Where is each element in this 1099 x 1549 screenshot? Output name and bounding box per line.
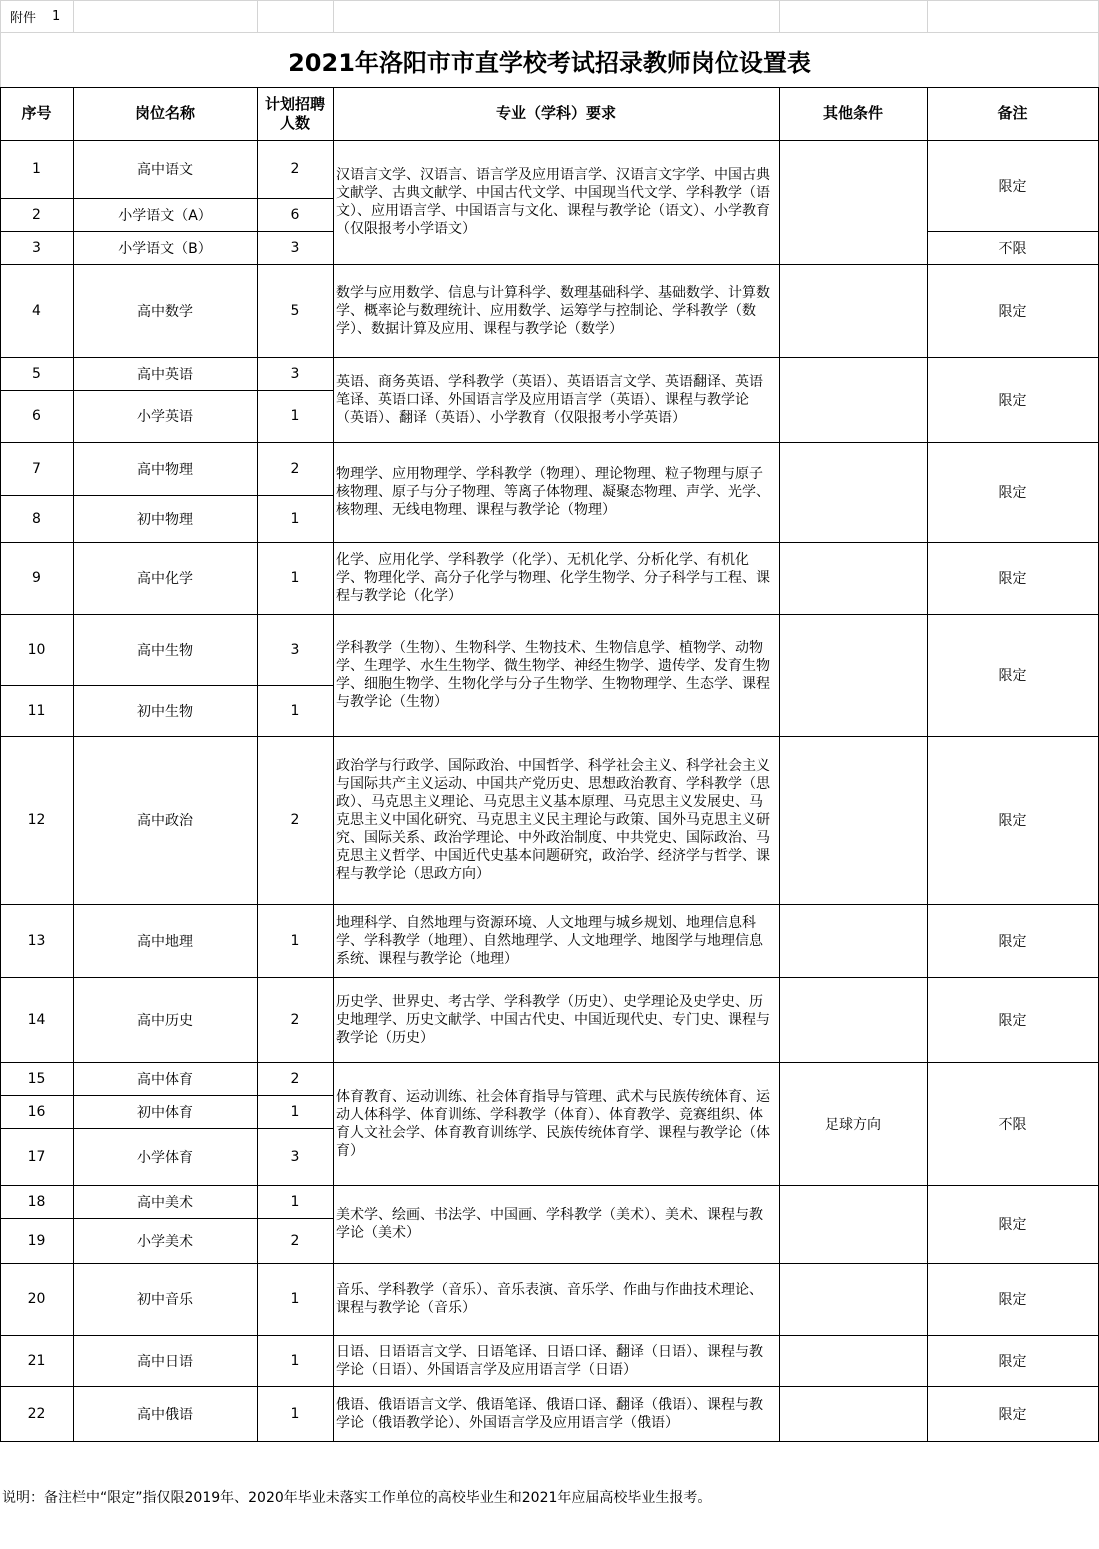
table-cell-note: 限定: [998, 571, 1027, 587]
grid-line: [0, 357, 333, 358]
table-cell-other: 足球方向: [825, 1116, 881, 1133]
table-row-seq: 18: [27, 1193, 46, 1210]
table-row-post: 高中物理: [137, 461, 193, 478]
grid-line: [0, 442, 333, 443]
header-post: 岗位名称: [134, 104, 195, 122]
table-row-post: 高中体育: [137, 1071, 193, 1088]
grid-line: [779, 0, 780, 32]
table-cell-note: 限定: [998, 1012, 1027, 1029]
grid-line: [257, 87, 258, 1442]
table-row-post: 高中历史: [137, 1012, 193, 1029]
table-row-count: 1: [290, 510, 300, 527]
table-cell-major: 物理学、应用物理学、学科教学（物理）、理论物理、粒子物理与原子核物理、原子与分子物理、等离子体物理、凝聚态物理、声学、光学、核物理、无线电物理、课程与教学论（物理）: [336, 466, 770, 518]
attachment-number: 1: [52, 9, 61, 24]
footnote: 说明：备注栏中“限定”指仅限2019年、2020年毕业未落实工作单位的高校毕业生和2021年应届高校毕业生报考。: [2, 1490, 712, 1506]
table-cell-major: 地理科学、自然地理与资源环境、人文地理与城乡规划、地理信息科学、学科教学（地理）、自然地理学、人文地理学、地图学与地理信息系统、课程与教学论（地理）: [336, 914, 763, 967]
grid-line: [73, 87, 74, 1442]
grid-line: [333, 0, 334, 32]
table-row-post: 高中地理: [137, 933, 193, 950]
grid-line: [0, 1128, 333, 1129]
grid-line: [0, 495, 333, 496]
table-row-count: 1: [290, 1352, 300, 1369]
table-row-count: 1: [290, 570, 300, 586]
table-row-seq: 12: [27, 812, 46, 828]
table-row-seq: 14: [27, 1011, 46, 1028]
header-plan-line1: 计划招聘: [264, 94, 325, 113]
table-row-post: 高中俄语: [137, 1406, 193, 1423]
table-row-post: 高中英语: [137, 366, 193, 383]
table-row-count: 2: [290, 1011, 300, 1028]
table-cell-major: 政治学与行政学、国际政治、中国哲学、科学社会主义、科学社会主义与国际共产主义运动、中国共产党历史、思想政治教育、学科教学（思政）、马克思主义理论、马克思主义基本原理、马克思主义发展史、马克思主义中国化研究、马克思主义民主理论与政策、国外马克思主义研究、国际关系、政治学理论、中外政治制度、中共党史、国际政治、马克思主义哲学、中国近代史基本问题研究，政治学、经济学与哲学、课程与教学论（思政方向）: [336, 758, 770, 882]
grid-line: [0, 1185, 333, 1186]
grid-line: [927, 736, 1099, 737]
table-row-post: 高中生物: [137, 642, 193, 659]
header-plan-count: [257, 87, 333, 140]
table-row-seq: 6: [32, 408, 41, 424]
grid-line: [0, 736, 333, 737]
table-row-post: 初中物理: [137, 511, 193, 528]
table-row-post: 初中音乐: [137, 1292, 193, 1308]
table-cell-major: 日语、日语语言文学、日语笔译、日语口译、翻译（日语）、课程与教学论（日语）、外国语言学及应用语言学（日语）: [336, 1343, 763, 1378]
grid-line: [927, 1062, 1099, 1063]
grid-line: [333, 1386, 927, 1387]
table-row-count: 3: [290, 365, 300, 382]
table-row-count: 1: [290, 932, 300, 949]
table-row-post: 小学语文（B）: [118, 240, 212, 257]
table-row-post: 高中美术: [137, 1194, 193, 1211]
grid-line: [0, 1335, 333, 1336]
header-seq: 序号: [21, 104, 52, 122]
table-cell-note: 限定: [998, 933, 1027, 950]
grid-line: [73, 0, 74, 32]
table-row-seq: 22: [27, 1405, 46, 1422]
header-major: 专业（学科）要求: [495, 104, 616, 122]
grid-line: [927, 0, 928, 32]
table-cell-major: 汉语言文学、汉语言、语言学及应用语言学、汉语言文字学、中国古典文献学、古典文献学、中国古代文学、中国现当代文学、学科教学（语文）、应用语言学、中国语言与文化、课程与教学论（语文）、小学教育（仅限报考小学语文）: [336, 167, 770, 237]
grid-line: [333, 442, 927, 443]
grid-line: [0, 614, 333, 615]
grid-line: [333, 1263, 927, 1264]
grid-line: [927, 904, 1099, 905]
grid-line: [333, 542, 927, 543]
attachment-label: 附件: [10, 11, 37, 26]
table-cell-note: 限定: [998, 1353, 1027, 1370]
table-row-count: 2: [290, 460, 300, 477]
table-row-count: 2: [290, 1070, 300, 1087]
table-row-seq: 3: [32, 239, 41, 256]
grid-line: [333, 1441, 927, 1442]
header-note: 备注: [997, 104, 1028, 122]
grid-line: [333, 357, 927, 358]
table-row-count: 1: [290, 1193, 300, 1210]
table-row-count: 1: [290, 1405, 300, 1422]
grid-line: [0, 87, 1, 1442]
table-row-post: 初中生物: [137, 703, 193, 720]
grid-line: [927, 977, 1099, 978]
table-row-seq: 2: [32, 206, 41, 223]
grid-line: [0, 977, 333, 978]
table-cell-major: 音乐、学科教学（音乐）、音乐表演、音乐学、作曲与作曲技术理论、课程与教学论（音乐）: [336, 1282, 763, 1316]
header-other: 其他条件: [822, 104, 883, 122]
table-row-post: 小学英语: [137, 409, 193, 425]
table-cell-major: 学科教学（生物）、生物科学、生物技术、生物信息学、植物学、动物学、生理学、水生生物学、微生物学、神经生物学、遗传学、发育生物学、细胞生物学、生物化学与分子生物学、生物物理学、生态学、课程与教学论（生物）: [336, 640, 770, 710]
grid-line: [927, 1386, 1099, 1387]
table-cell-major: 俄语、俄语语言文学、俄语笔译、俄语口译、翻译（俄语）、课程与教学论（俄语教学论）、外国语言学及应用语言学（俄语）: [336, 1396, 763, 1431]
table-row-post: 高中语文: [137, 162, 193, 178]
table-row-count: 6: [290, 206, 300, 223]
grid-line: [333, 1185, 927, 1186]
table-row-seq: 4: [32, 302, 41, 319]
table-row-seq: 21: [27, 1352, 46, 1369]
grid-line: [333, 87, 334, 1442]
grid-line: [333, 904, 927, 905]
table-row-seq: 7: [32, 460, 41, 477]
grid-line: [779, 87, 780, 1442]
grid-line: [0, 685, 333, 686]
grid-line: [927, 264, 1099, 265]
table-cell-note: 不限: [998, 240, 1027, 257]
table-row-post: 初中体育: [137, 1104, 193, 1121]
table-row-seq: 1: [32, 161, 41, 177]
header-plan-line2: 人数: [279, 113, 310, 132]
table-row-count: 2: [290, 812, 300, 828]
table-row-seq: 20: [27, 1291, 46, 1307]
table-cell-note: 限定: [998, 1217, 1027, 1233]
grid-line: [333, 977, 927, 978]
grid-line: [0, 198, 333, 199]
table-cell-note: 限定: [998, 303, 1027, 320]
table-row-post: 小学体育: [137, 1149, 193, 1166]
table-row-seq: 5: [32, 365, 41, 382]
table-row-post: 高中数学: [137, 303, 193, 320]
table-row-post: 高中日语: [137, 1353, 193, 1370]
grid-line: [927, 1441, 1099, 1442]
grid-line: [257, 0, 258, 32]
grid-line: [0, 140, 1099, 141]
table-cell-major: 英语、商务英语、学科教学（英语）、英语语言文学、英语翻译、英语笔译、英语口译、外国语言学及应用语言学（英语）、课程与教学论（英语）、翻译（英语）、小学教育（仅限报考小学英语）: [336, 373, 763, 426]
table-row-count: 3: [290, 641, 300, 658]
page-title: 2021年洛阳市市直学校考试招录教师岗位设置表: [288, 48, 811, 77]
table-cell-note: 限定: [998, 668, 1027, 684]
table-row-count: 2: [290, 1232, 300, 1249]
table-cell-note: 限定: [998, 485, 1027, 501]
grid-line: [0, 1441, 333, 1442]
grid-line: [927, 542, 1099, 543]
grid-line: [927, 87, 928, 1442]
table-row-seq: 15: [27, 1070, 46, 1087]
table-cell-major: 历史学、世界史、考古学、学科教学（历史）、史学理论及史学史、历史地理学、历史文献学、中国古代史、中国近现代史、专门史、课程与教学论（历史）: [336, 993, 770, 1046]
grid-line: [0, 1263, 333, 1264]
table-row-post: 高中政治: [137, 813, 193, 829]
table-cell-note: 限定: [998, 1292, 1027, 1308]
table-cell-major: 数学与应用数学、信息与计算科学、数理基础科学、基础数学、计算数学、概率论与数理统计、应用数学、运筹学与控制论、学科教学（数学）、数据计算及应用、课程与教学论（数学）: [336, 284, 770, 337]
grid-line: [927, 442, 1099, 443]
grid-line: [0, 264, 333, 265]
grid-line: [0, 0, 1099, 1]
grid-line: [0, 1095, 333, 1096]
table-cell-note: 限定: [998, 392, 1027, 409]
table-cell-major: 体育教育、运动训练、社会体育指导与管理、武术与民族传统体育、运动人体科学、体育训练、学科教学（体育）、体育教学、竞赛组织、体育人文社会学、体育教育训练学、民族传统体育学、课程与教学论（体育）: [336, 1088, 770, 1159]
table-row-count: 3: [290, 1148, 300, 1165]
grid-line: [927, 357, 1099, 358]
table-cell-note: 限定: [998, 178, 1027, 195]
table-cell-note: 限定: [998, 813, 1027, 829]
grid-line: [0, 542, 333, 543]
grid-line: [0, 1062, 333, 1063]
grid-line: [927, 1263, 1099, 1264]
table-row-count: 1: [290, 408, 300, 424]
grid-line: [333, 1062, 927, 1063]
grid-line: [0, 1218, 333, 1219]
table-row-seq: 8: [32, 510, 41, 527]
grid-line: [0, 87, 1099, 88]
grid-line: [927, 614, 1099, 615]
table-row-count: 1: [290, 1103, 300, 1120]
table-row-seq: 16: [27, 1103, 46, 1120]
grid-line: [0, 904, 333, 905]
table-row-count: 3: [290, 239, 300, 256]
table-cell-note: 不限: [998, 1116, 1027, 1133]
table-row-count: 1: [290, 1291, 300, 1307]
table-cell-major: 化学、应用化学、学科教学（化学）、无机化学、分析化学、有机化学、物理化学、高分子化学与物理、化学生物学、分子科学与工程、课程与教学论（化学）: [336, 552, 770, 604]
table-cell-major: 美术学、绘画、书法学、中国画、学科教学（美术）、美术、课程与教学论（美术）: [336, 1207, 763, 1241]
table-row-seq: 10: [27, 641, 46, 658]
table-row-seq: 13: [27, 932, 46, 949]
table-row-seq: 9: [32, 570, 41, 586]
grid-line: [0, 231, 333, 232]
table-row-post: 小学美术: [137, 1233, 193, 1250]
grid-line: [0, 390, 333, 391]
grid-line: [0, 1386, 333, 1387]
table-row-seq: 17: [27, 1148, 46, 1165]
table-row-post: 小学语文（A）: [118, 207, 212, 224]
table-row-count: 5: [290, 302, 300, 319]
grid-line: [927, 1335, 1099, 1336]
table-row-post: 高中化学: [137, 571, 193, 587]
table-row-seq: 11: [27, 702, 46, 719]
grid-line: [333, 736, 927, 737]
grid-line: [927, 231, 1099, 232]
grid-line: [333, 264, 927, 265]
table-row-count: 1: [290, 702, 300, 719]
table-row-seq: 19: [27, 1232, 46, 1249]
grid-line: [333, 614, 927, 615]
table-row-count: 2: [290, 161, 300, 177]
table-cell-note: 限定: [998, 1406, 1027, 1423]
grid-line: [927, 1185, 1099, 1186]
grid-line: [333, 1335, 927, 1336]
